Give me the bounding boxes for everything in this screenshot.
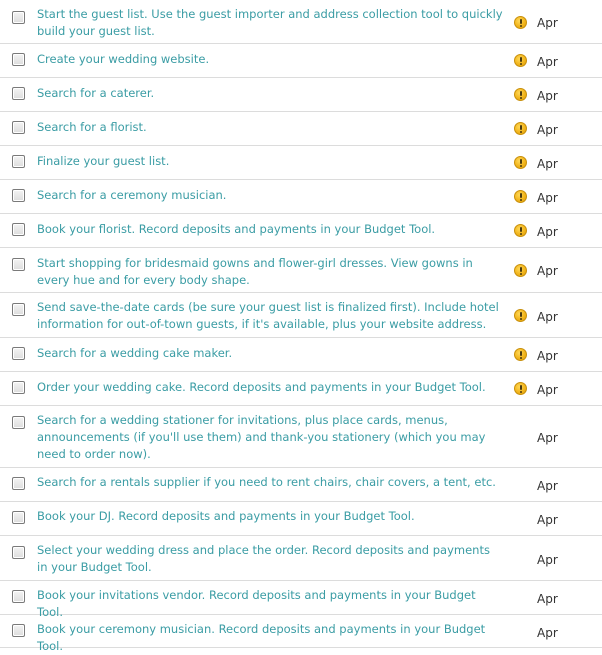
task-checkbox[interactable] <box>12 189 25 202</box>
task-month: Apr <box>537 513 558 527</box>
task-checkbox[interactable] <box>12 511 25 524</box>
task-month: Apr <box>537 157 558 171</box>
task-checkbox[interactable] <box>12 11 25 24</box>
task-text[interactable]: Order your wedding cake. Record deposits and payments in your Budget Tool. <box>37 380 486 394</box>
task-checkbox[interactable] <box>12 121 25 134</box>
task-month: Apr <box>537 592 558 606</box>
task-row <box>0 536 602 581</box>
task-month: Apr <box>537 553 558 567</box>
task-row <box>0 468 602 502</box>
task-checkbox[interactable] <box>12 416 25 429</box>
task-row <box>0 372 602 406</box>
task-text[interactable]: Start the guest list. Use the guest importer and address collection tool to quickly build your guest list. <box>37 7 503 38</box>
task-text[interactable]: Search for a caterer. <box>37 86 155 100</box>
task-month: Apr <box>537 55 558 69</box>
task-checkbox[interactable] <box>12 624 25 637</box>
task-checkbox[interactable] <box>12 53 25 66</box>
task-checkbox[interactable] <box>12 381 25 394</box>
task-text[interactable]: Search for a florist. <box>37 120 147 134</box>
task-month: Apr <box>537 264 558 278</box>
task-row <box>0 112 602 146</box>
task-text[interactable]: Search for a ceremony musician. <box>37 188 227 202</box>
task-row <box>0 293 602 338</box>
task-row <box>0 502 602 536</box>
task-row <box>0 146 602 180</box>
task-text[interactable]: Finalize your guest list. <box>37 154 170 168</box>
priority-alert-icon <box>514 16 527 29</box>
task-text[interactable]: Select your wedding dress and place the order. Record deposits and payments in your Budget Tool. <box>37 543 490 574</box>
task-text[interactable]: Search for a rentals supplier if you need to rent chairs, chair covers, a tent, etc. <box>37 475 496 489</box>
task-text[interactable]: Send save-the-date cards (be sure your guest list is finalized first). Include hotel information for out-of-town guests, if it's available, plus your website address. <box>37 300 499 331</box>
task-text[interactable]: Search for a wedding stationer for invitations, plus place cards, menus, announcements (if you'll use them) and thank-you stationery (which you may need to order now). <box>37 413 486 461</box>
task-row <box>0 0 602 44</box>
task-row <box>0 44 602 78</box>
task-month: Apr <box>537 310 558 324</box>
priority-alert-icon <box>514 264 527 277</box>
task-text[interactable]: Book your florist. Record deposits and payments in your Budget Tool. <box>37 222 436 236</box>
priority-alert-icon <box>514 88 527 101</box>
task-checkbox[interactable] <box>12 155 25 168</box>
task-row <box>0 78 602 112</box>
task-text[interactable]: Create your wedding website. <box>37 52 210 66</box>
task-row <box>0 615 602 653</box>
priority-alert-icon <box>514 156 527 169</box>
priority-alert-icon <box>514 54 527 67</box>
task-text[interactable]: Book your DJ. Record deposits and payments in your Budget Tool. <box>37 509 415 523</box>
task-row <box>0 406 602 468</box>
task-row <box>0 180 602 214</box>
task-checkbox[interactable] <box>12 546 25 559</box>
task-month: Apr <box>537 626 558 640</box>
task-checkbox[interactable] <box>12 87 25 100</box>
task-checkbox[interactable] <box>12 477 25 490</box>
task-month: Apr <box>537 383 558 397</box>
priority-alert-icon <box>514 309 527 322</box>
task-month: Apr <box>537 225 558 239</box>
task-text[interactable]: Book your ceremony musician. Record deposits and payments in your Budget Tool. <box>37 622 486 653</box>
task-text[interactable]: Book your invitations vendor. Record deposits and payments in your Budget Tool. <box>37 588 476 619</box>
priority-alert-icon <box>514 382 527 395</box>
priority-alert-icon <box>514 122 527 135</box>
task-text[interactable]: Start shopping for bridesmaid gowns and flower-girl dresses. View gowns in every hue and for every body shape. <box>37 256 473 287</box>
task-checkbox[interactable] <box>12 590 25 603</box>
task-row <box>0 248 602 293</box>
task-checkbox[interactable] <box>12 258 25 271</box>
task-month: Apr <box>537 191 558 205</box>
task-checkbox[interactable] <box>12 347 25 360</box>
task-row <box>0 581 602 619</box>
task-text[interactable]: Search for a wedding cake maker. <box>37 346 233 360</box>
priority-alert-icon <box>514 190 527 203</box>
task-month: Apr <box>537 349 558 363</box>
priority-alert-icon <box>514 348 527 361</box>
task-month: Apr <box>537 89 558 103</box>
task-row <box>0 214 602 248</box>
task-month: Apr <box>537 479 558 493</box>
task-checkbox[interactable] <box>12 223 25 236</box>
task-month: Apr <box>537 123 558 137</box>
task-checkbox[interactable] <box>12 303 25 316</box>
task-month: Apr <box>537 431 558 445</box>
task-row <box>0 338 602 372</box>
task-month: Apr <box>537 16 558 30</box>
priority-alert-icon <box>514 224 527 237</box>
